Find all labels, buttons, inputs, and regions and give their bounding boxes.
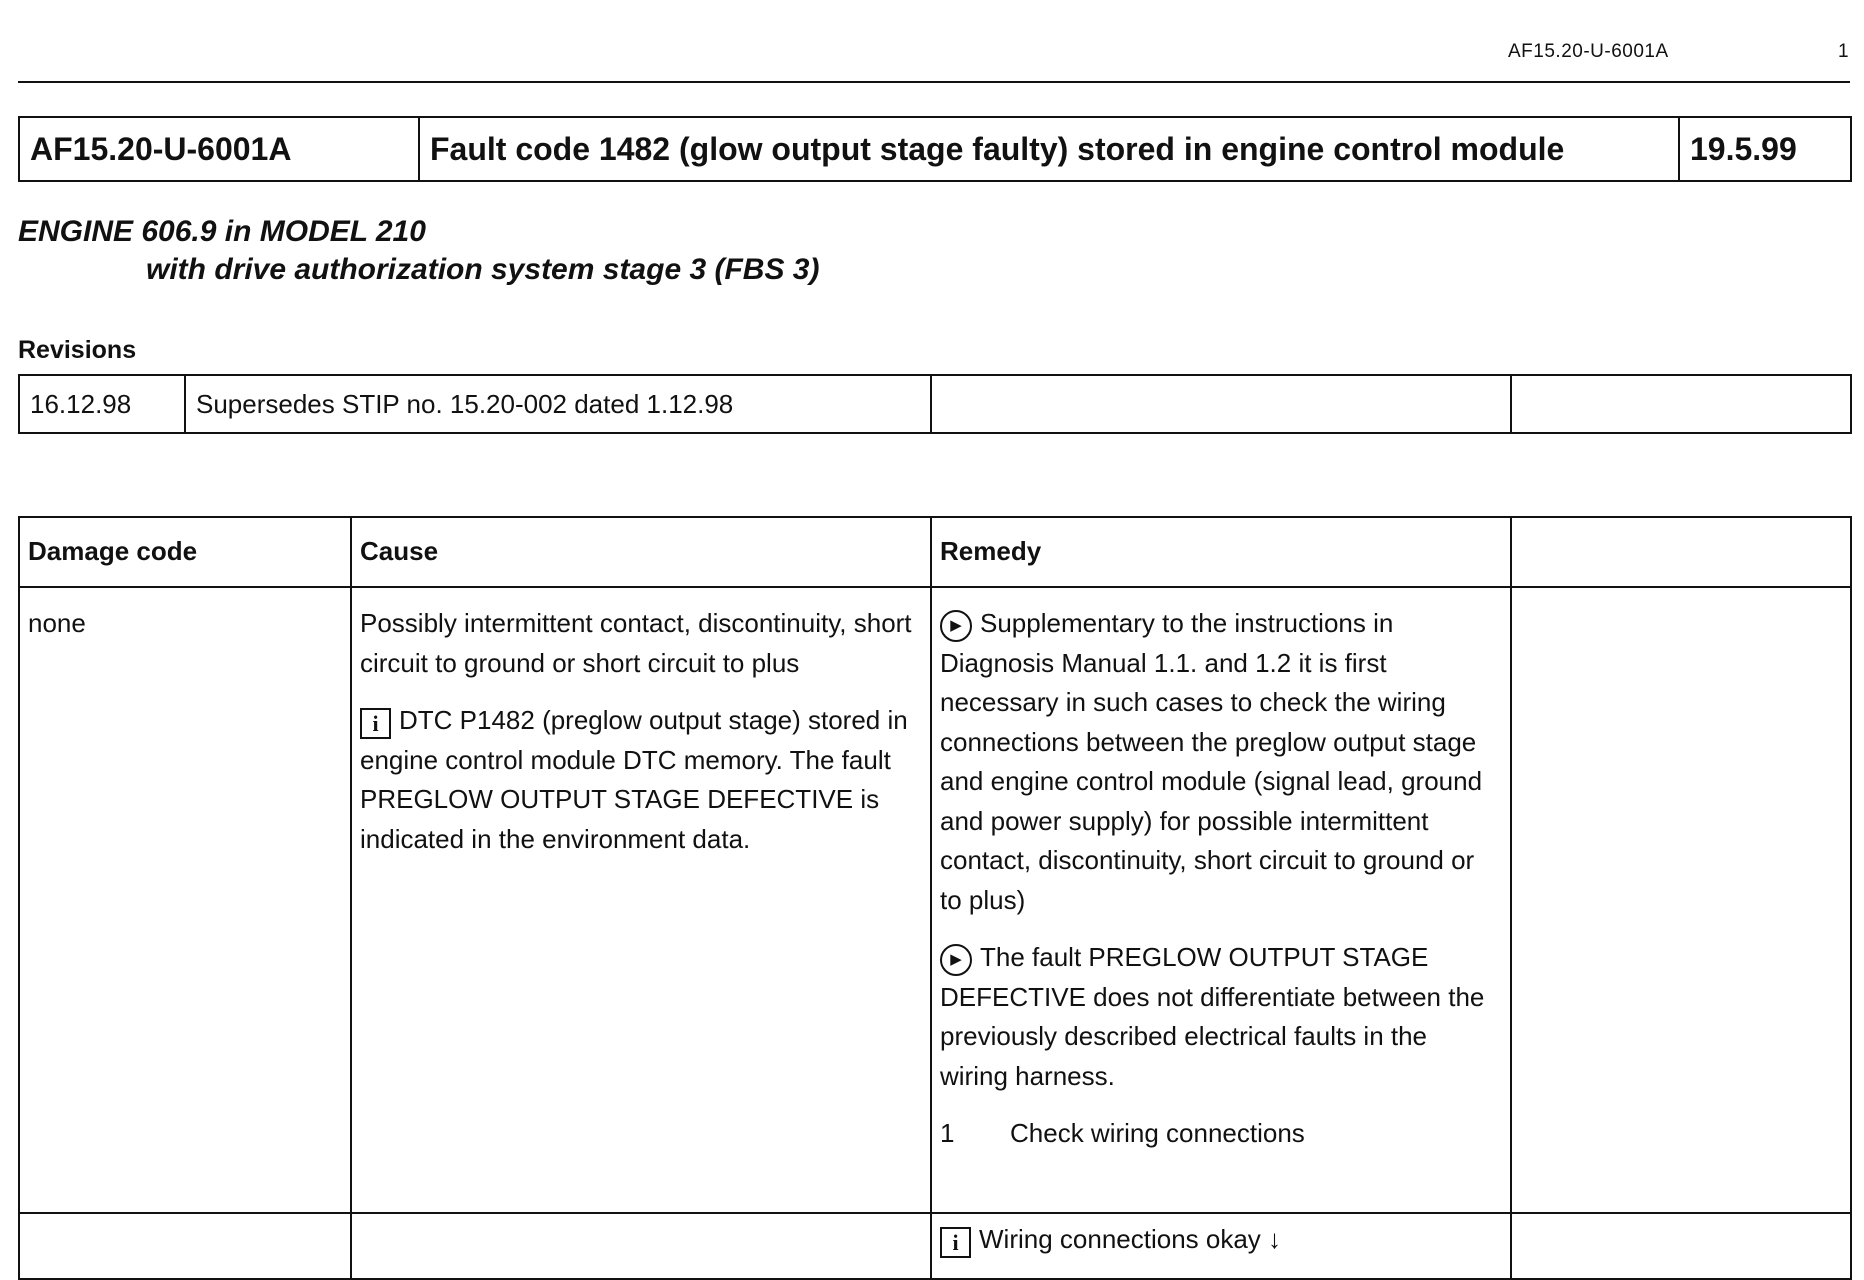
remedy-note-paragraph xyxy=(940,938,1502,1096)
document-title: Fault code 1482 (glow output stage faulty) stored in engine control module xyxy=(419,117,1679,181)
damage-code-cell xyxy=(19,587,351,1213)
cause-text: Possibly intermittent contact, discontinuity, short circuit to ground or short circuit to plus xyxy=(360,608,912,678)
table-header-row xyxy=(19,517,1851,587)
footer-empty-cell xyxy=(351,1213,931,1279)
info-icon: i xyxy=(940,1227,971,1258)
step-number: 1 xyxy=(940,1118,955,1148)
remedy-cell xyxy=(931,587,1511,1213)
page-header-code: AF15.20-U-6001A xyxy=(1508,41,1669,62)
cause-info-text: DTC P1482 (preglow output stage) stored in engine control module DTC memory. The fault PREGLOW OUTPUT STAGE DEFECTIVE is indicated in the environment data. xyxy=(360,705,908,854)
note-icon: ▶ xyxy=(940,944,972,976)
page-number: 1 xyxy=(1838,41,1849,62)
diagnosis-table xyxy=(18,516,1852,1280)
damage-code-value: none xyxy=(28,608,86,638)
table-row xyxy=(19,587,1851,1213)
down-arrow-icon: ↓ xyxy=(1268,1224,1282,1254)
engine-model-heading: ENGINE 606.9 in MODEL 210 xyxy=(18,215,426,248)
cause-info-paragraph xyxy=(360,701,922,859)
note-icon: ▶ xyxy=(940,610,972,642)
footer-result-text: Wiring connections okay xyxy=(979,1224,1261,1254)
document-date: 19.5.99 xyxy=(1679,117,1851,181)
remedy-note-paragraph xyxy=(940,604,1502,920)
remedy-step xyxy=(940,1114,1502,1154)
revisions-label: Revisions xyxy=(18,336,137,364)
table-footer-row xyxy=(19,1213,1851,1279)
footer-empty-cell xyxy=(19,1213,351,1279)
revision-row xyxy=(19,375,1851,433)
revision-date: 16.12.98 xyxy=(19,375,185,433)
title-table xyxy=(18,116,1852,182)
revision-text: Supersedes STIP no. 15.20-002 dated 1.12.98 xyxy=(185,375,931,433)
cause-cell xyxy=(351,587,931,1213)
header-cause: Cause xyxy=(351,517,931,587)
revision-empty-cell xyxy=(931,375,1511,433)
document-code: AF15.20-U-6001A xyxy=(19,117,419,181)
info-icon: i xyxy=(360,708,391,739)
footer-empty-cell xyxy=(1511,1213,1851,1279)
engine-model-subheading: with drive authorization system stage 3 (FBS 3) xyxy=(146,253,820,286)
remedy-note-text: Supplementary to the instructions in Diagnosis Manual 1.1. and 1.2 it is first necessary in such cases to check the wiring connections between the preglow output stage and engine control module (signal lead, ground and power supply) for possible intermittent contact, discontinuity, short circuit to ground or to plus) xyxy=(940,608,1483,915)
header-remedy: Remedy xyxy=(931,517,1511,587)
extra-cell xyxy=(1511,587,1851,1213)
header-empty xyxy=(1511,517,1851,587)
header-damage-code: Damage code xyxy=(19,517,351,587)
step-text: Check wiring connections xyxy=(1010,1118,1305,1148)
footer-result-cell xyxy=(931,1213,1511,1279)
header-rule xyxy=(18,81,1850,83)
revision-empty-cell xyxy=(1511,375,1851,433)
revisions-table xyxy=(18,374,1852,434)
remedy-note-text: The fault PREGLOW OUTPUT STAGE DEFECTIVE does not differentiate between the previously described electrical faults in the wiring harness. xyxy=(940,942,1485,1091)
